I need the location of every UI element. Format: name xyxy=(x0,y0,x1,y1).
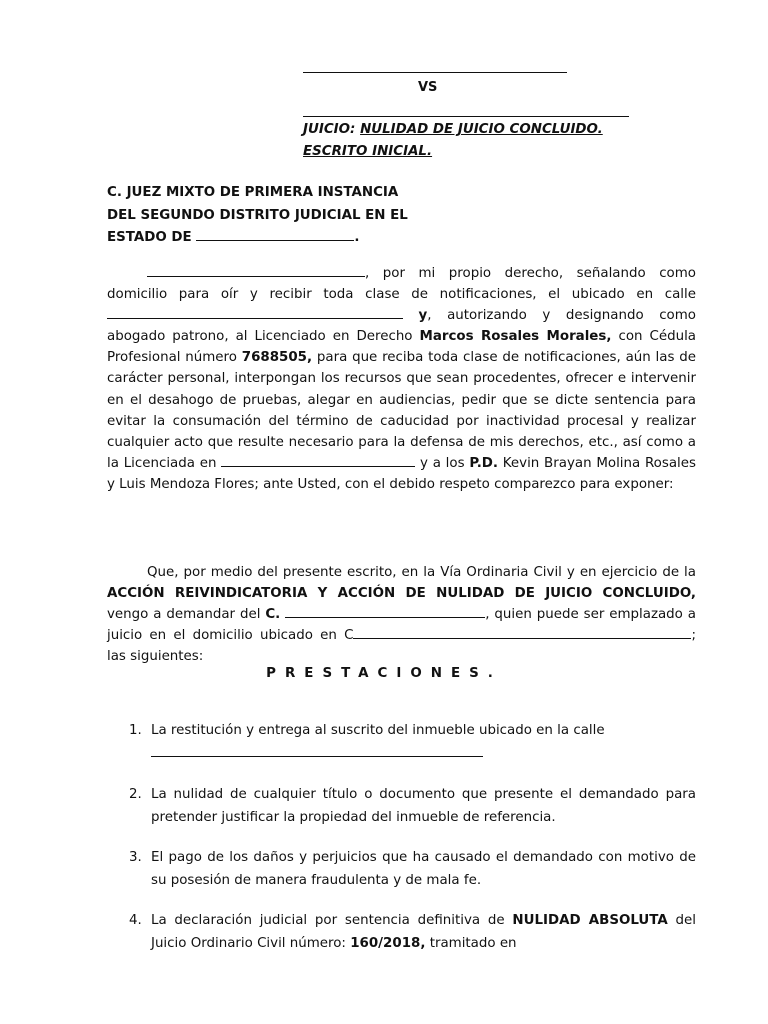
defendant-name-line xyxy=(303,116,629,117)
escrito-inicial: ESCRITO INICIAL. xyxy=(303,144,433,159)
plaintiff-name-line xyxy=(303,72,567,73)
defendant-blank xyxy=(285,606,485,618)
cedula-number: 7688505, xyxy=(241,350,313,366)
plaintiff-blank xyxy=(147,265,365,277)
list-item: 3. El pago de los daños y perjuicios que ha causado el demandado con motivo de su posesión de manera fraudulenta y de mala fe. xyxy=(129,850,696,888)
intro-paragraph: , por mi propio derecho, señalando como domicilio para oír y recibir toda clase de notificaciones, el ubicado en calle y, autorizando y designando como abogado patrono, al Licenciado en Derecho Marcos Rosales Morales, con Cédula Profesional número 7688505, para que reciba toda clase de notificaciones, aún las de carácter personal, interpongan los recursos que sean procedentes, ofrecer e intervenir en el desahogo de pruebas, alegar en audiencias, pedir que se dicte sentencia para evitar la consumación del término de caducidad por inactividad procesal y realizar cualquier acto que resulte necesario para la defensa de mis derechos, etc., así como a la Licenciada en y a los P.D. Kevin Brayan Molina Rosales y Luis Mendoza Flores; ante Usted, con el debido respeto comparezco para exponer: xyxy=(107,266,696,492)
prestaciones-heading: PRESTACIONES. xyxy=(266,666,502,681)
addressee-block xyxy=(107,182,408,250)
state-blank xyxy=(196,229,354,241)
item-address-blank xyxy=(151,745,483,757)
defendant-address-blank xyxy=(353,627,691,639)
juicio-value: NULIDAD DE JUICIO CONCLUIDO. xyxy=(360,122,603,137)
list-item: 2. La nulidad de cualquier título o documento que presente el demandado para pretender justificar la propiedad del inmueble de referencia. xyxy=(129,787,696,825)
addressee-line-1: C. JUEZ MIXTO DE PRIMERA INSTANCIA xyxy=(107,185,399,200)
versus-label: VS xyxy=(418,80,438,95)
addressee-line-3: ESTADO DE . xyxy=(107,230,360,245)
juicio-label: JUICIO: xyxy=(303,122,356,137)
case-type-line xyxy=(303,122,603,137)
street-blank xyxy=(107,307,403,319)
list-item: 4. La declaración judicial por sentencia definitiva de NULIDAD ABSOLUTA del Juicio Ordinario Civil número: 160/2018, tramitado en xyxy=(129,913,696,951)
licenciada-blank xyxy=(221,455,415,467)
claim-paragraph: Que, por medio del presente escrito, en la Vía Ordinaria Civil y en ejercicio de la ACCIÓN REIVINDICATORIA Y ACCIÓN DE NULIDAD DE JUICIO CONCLUIDO, vengo a demandar del C. , quien puede ser emplazado a juicio en el domicilio ubicado en C ; las siguientes: xyxy=(107,565,696,665)
lawyer-name: Marcos Rosales Morales, xyxy=(419,329,612,345)
addressee-line-2: DEL SEGUNDO DISTRITO JUDICIAL EN EL xyxy=(107,207,408,223)
list-item: 1. La restitución y entrega al suscrito del inmueble ubicado en la calle xyxy=(129,720,696,765)
action-title: ACCIÓN REIVINDICATORIA Y ACCIÓN DE NULIDAD DE JUICIO CONCLUIDO, xyxy=(107,586,696,602)
